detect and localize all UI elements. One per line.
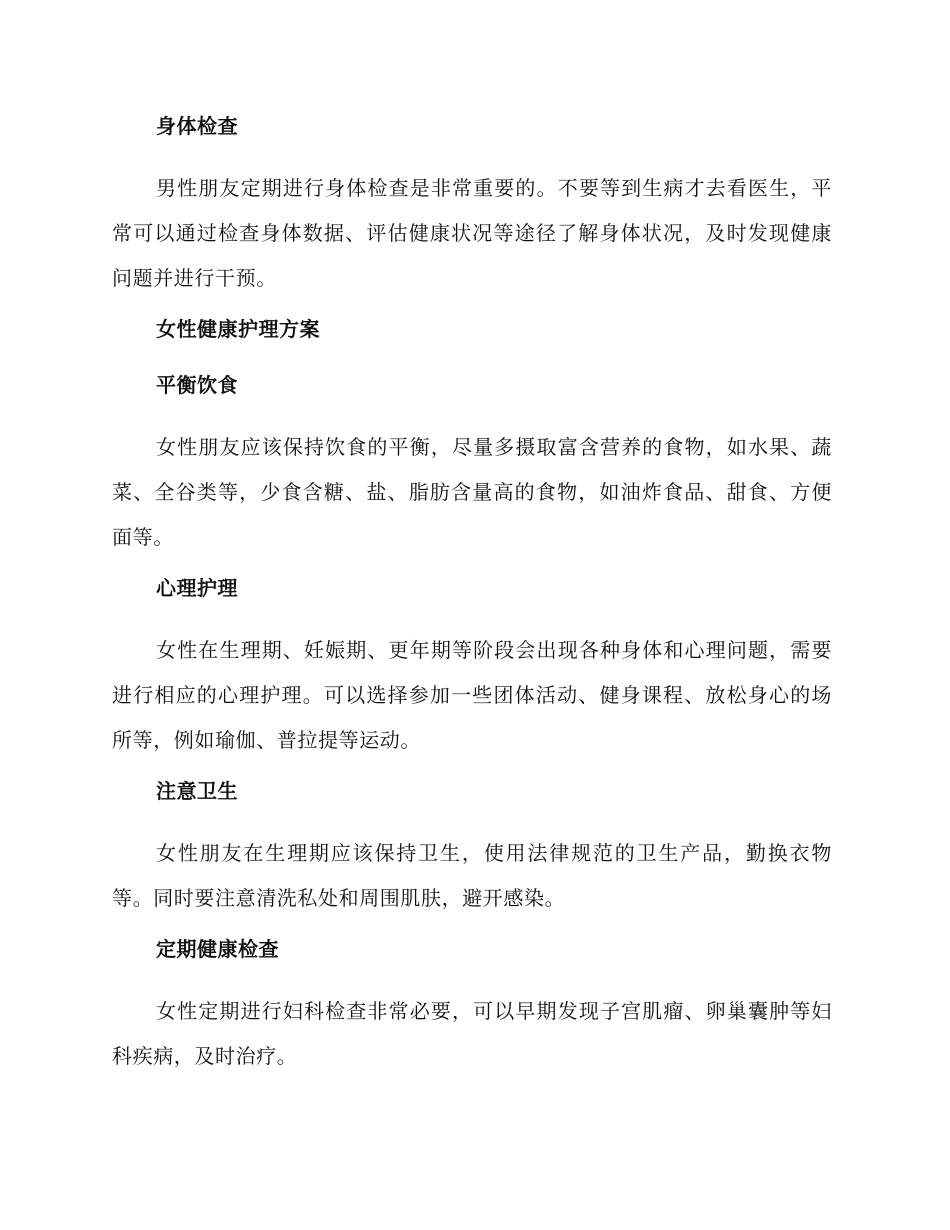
section-heading-psychological-care: 心理护理 <box>156 576 238 600</box>
section-paragraph-psychological-care: 女性在生理期、妊娠期、更年期等阶段会出现各种身体和心理问题，需要进行相应的心理护理。可以选择参加一些团体活动、健身课程、放松身心的场所等，例如瑜伽、普拉提等运动。 <box>112 638 832 752</box>
section-heading-balanced-diet: 平衡饮食 <box>156 373 238 397</box>
section-heading-physical-exam: 身体检查 <box>156 114 238 138</box>
section-heading-hygiene: 注意卫生 <box>156 779 238 803</box>
section-paragraph-hygiene: 女性朋友在生理期应该保持卫生，使用法律规范的卫生产品，勤换衣物等。同时要注意清洗私处和周围肌肤，避开感染。 <box>112 841 832 910</box>
section-paragraph-physical-exam: 男性朋友定期进行身体检查是非常重要的。不要等到生病才去看医生，平常可以通过检查身体数据、评估健康状况等途径了解身体状况，及时发现健康问题并进行干预。 <box>112 176 832 290</box>
document-body <box>112 110 832 1091</box>
section-heading-female-care-plan: 女性健康护理方案 <box>156 317 320 341</box>
section-paragraph-regular-checkup: 女性定期进行妇科检查非常必要，可以早期发现子宫肌瘤、卵巢囊肿等妇科疾病，及时治疗。 <box>112 999 832 1068</box>
section-heading-regular-checkup: 定期健康检查 <box>156 937 279 961</box>
section-paragraph-balanced-diet: 女性朋友应该保持饮食的平衡，尽量多摄取富含营养的食物，如水果、蔬菜、全谷类等，少食含糖、盐、脂肪含量高的食物，如油炸食品、甜食、方便面等。 <box>112 435 832 549</box>
